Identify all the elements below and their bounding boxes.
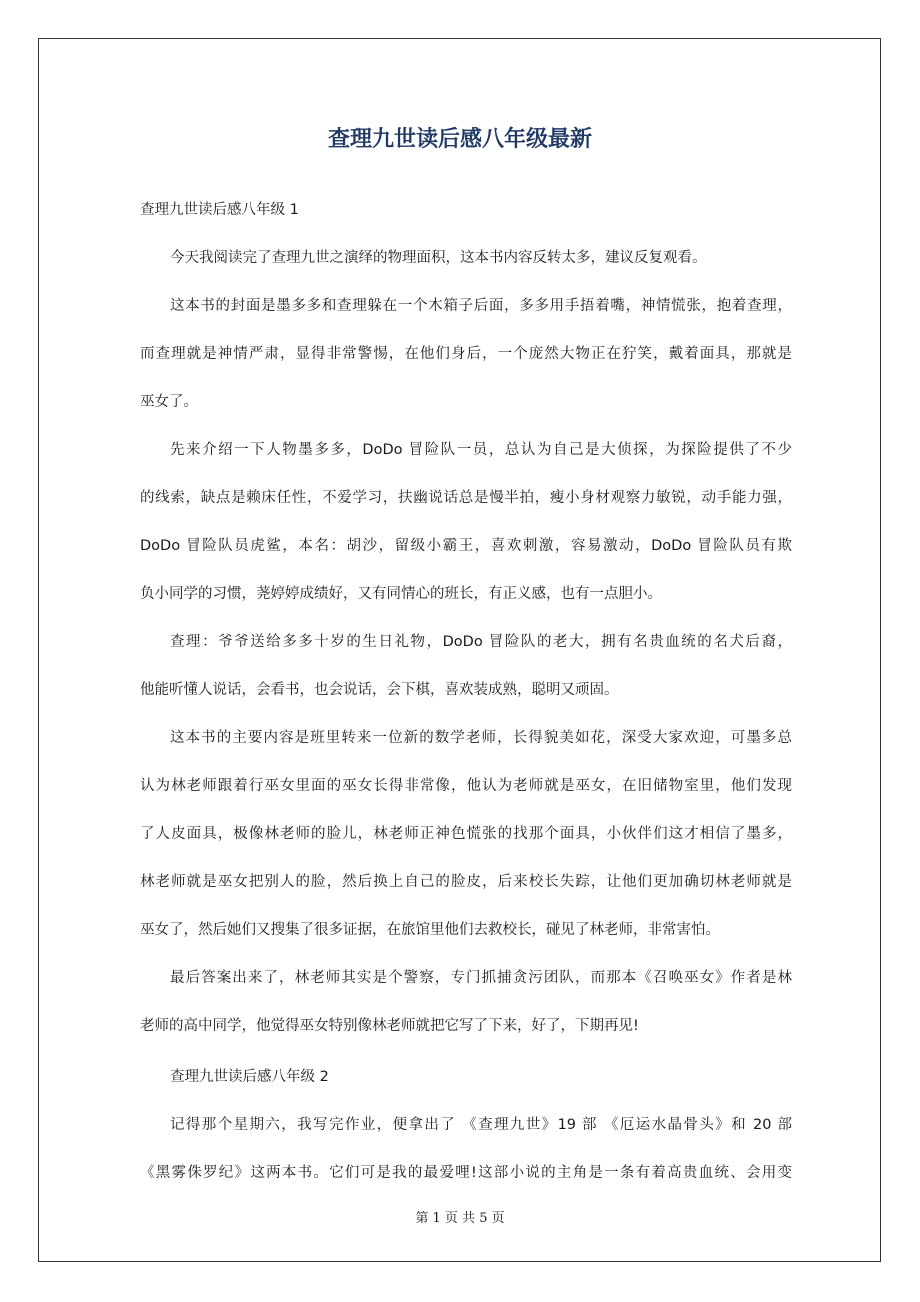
page-footer: 第 1 页 共 5 页 [415, 1211, 505, 1226]
text-line: 记得那个星期六，我写完作业，便拿出了 《查理九世》19 部 《厄运水晶骨头》和 20 部 [170, 1117, 792, 1133]
text-line: 的线索，缺点是赖床任性，不爱学习，扶幽说话总是慢半拍，瘦小身材观察力敏锐，动手能力强， [140, 490, 792, 506]
text-line: 这本书的主要内容是班里转来一位新的数学老师，长得貌美如花，深受大家欢迎，可墨多总 [170, 730, 792, 746]
text-line: 先来介绍一下人物墨多多，DoDo 冒险队一员，总认为自己是大侦探，为探险提供了不少 [170, 442, 792, 458]
text-line: 巫女了，然后她们又搜集了很多证据，在旅馆里他们去救校长，碰见了林老师，非常害怕。 [140, 922, 720, 938]
document-title: 查理九世读后感八年级最新 [327, 127, 592, 152]
text-line: 负小同学的习惯，荛婷婷成绩好，又有同情心的班长，有正义感，也有一点胆小。 [140, 586, 662, 602]
text-line: 查理：爷爷送给多多十岁的生日礼物，DoDo 冒险队的老大，拥有名贵血统的名犬后裔， [170, 634, 792, 650]
text-line: 今天我阅读完了查理九世之演绎的物理面积，这本书内容反转太多，建议反复观看。 [170, 250, 707, 266]
text-line: 这本书的封面是墨多多和查理躲在一个木箱子后面，多多用手捂着嘴，神情慌张，抱着查理， [170, 298, 792, 314]
text-line: DoDo 冒险队员虎鲨，本名：胡沙，留级小霸王，喜欢刺激，容易激动，DoDo 冒险队员有欺 [140, 538, 792, 554]
text-line: 认为林老师跟着行巫女里面的巫女长得非常像，他认为老师就是巫女，在旧储物室里，他们发现 [140, 778, 792, 794]
text-line: 《黑雾侏罗纪》这两本书。它们可是我的最爱哩!这部小说的主角是一条有着高贵血统、会用变 [140, 1165, 792, 1181]
section-heading: 查理九世读后感八年级 1 [140, 202, 299, 218]
text-line: 老师的高中同学，他觉得巫女特别像林老师就把它写了下来，好了，下期再见! [140, 1018, 639, 1034]
text-line: 他能听懂人说话，会看书，也会说话，会下棋，喜欢装成熟，聪明又顽固。 [140, 682, 619, 698]
text-line: 林老师就是巫女把别人的脸，然后换上自己的脸皮，后来校长失踪，让他们更加确切林老师就是 [140, 874, 792, 890]
text-line: 了人皮面具，极像林老师的脸儿，林老师正神色慌张的找那个面具，小伙伴们这才相信了墨多， [140, 826, 792, 842]
section-heading: 查理九世读后感八年级 2 [170, 1069, 329, 1085]
text-line: 巫女了。 [140, 394, 198, 410]
text-line: 而查理就是神情严肃，显得非常警惕，在他们身后，一个庞然大物正在狞笑，戴着面具，那就是 [140, 346, 792, 362]
text-line: 最后答案出来了，林老师其实是个警察，专门抓捕贪污团队，而那本《召唤巫女》作者是林 [170, 970, 792, 986]
